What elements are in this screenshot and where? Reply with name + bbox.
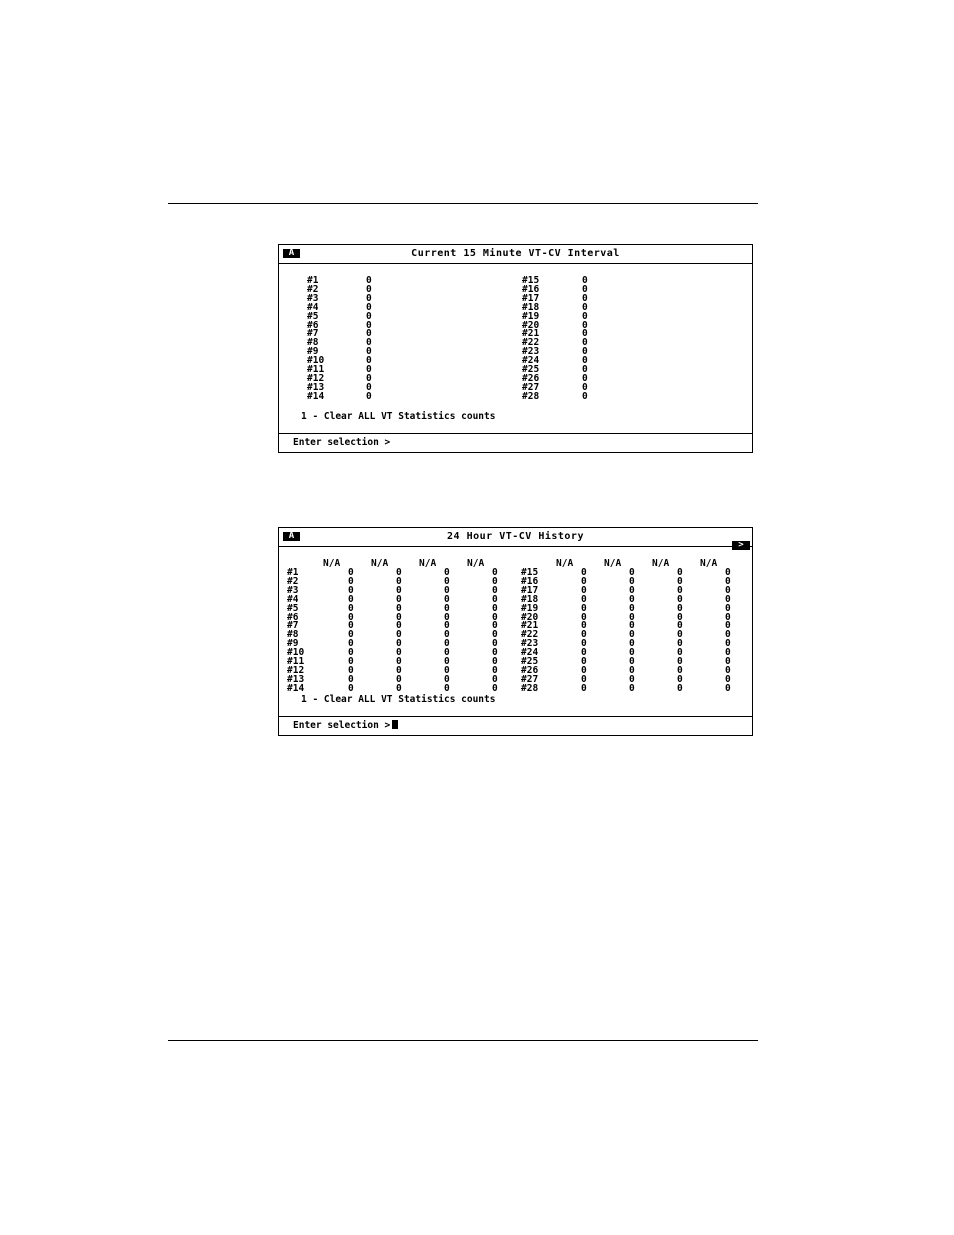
history-count-value: 0: [677, 629, 683, 641]
history-count-value: 0: [444, 593, 450, 605]
history-count-value: 0: [629, 647, 635, 659]
terminal-screen-15-minute-interval: [278, 244, 753, 453]
channel-label: #26: [521, 664, 539, 676]
channel-label: #27: [522, 381, 540, 393]
history-count-value: 0: [348, 611, 354, 623]
channel-label: #8: [307, 337, 319, 349]
channel-label: #21: [522, 328, 540, 340]
history-count-value: 0: [629, 638, 635, 650]
count-value: 0: [582, 319, 588, 331]
history-count-value: 0: [677, 584, 683, 596]
channel-label: #6: [307, 319, 319, 331]
channel-label: #24: [522, 355, 540, 367]
history-count-value: 0: [677, 620, 683, 632]
prompt-bar: [279, 716, 752, 735]
history-count-value: 0: [492, 611, 498, 623]
channel-label: #25: [522, 364, 540, 375]
channel-label: #2: [287, 575, 299, 587]
column-header: N/A: [604, 558, 622, 569]
channel-label: #9: [287, 638, 299, 650]
history-count-value: 0: [725, 611, 731, 623]
history-count-value: 0: [492, 629, 498, 641]
count-value: 0: [582, 346, 588, 358]
history-count-value: 0: [629, 593, 635, 605]
channel-label: #19: [521, 602, 539, 614]
history-count-value: 0: [725, 638, 731, 650]
channel-label: #19: [522, 310, 540, 322]
column-header: N/A: [371, 558, 389, 569]
selection-prompt[interactable]: Enter selection >: [293, 437, 391, 448]
channel-label: #25: [521, 656, 539, 667]
history-count-value: 0: [629, 673, 635, 685]
channel-label: #13: [287, 673, 305, 685]
channel-label: #23: [522, 346, 540, 358]
history-count-value: 0: [396, 682, 402, 694]
terminal-screen-24-hour-history: [278, 527, 753, 736]
history-count-value: 0: [348, 682, 354, 694]
history-count-value: 0: [444, 611, 450, 623]
history-count-value: 0: [629, 682, 635, 694]
scroll-right-indicator[interactable]: >: [732, 541, 750, 550]
history-count-value: 0: [581, 602, 587, 614]
history-count-value: 0: [444, 602, 450, 614]
count-value: 0: [582, 283, 588, 295]
history-count-value: 0: [677, 611, 683, 623]
count-value: 0: [366, 283, 372, 295]
count-value: 0: [582, 328, 588, 340]
history-count-value: 0: [348, 656, 354, 667]
history-count-value: 0: [492, 656, 498, 667]
history-count-value: 0: [725, 575, 731, 587]
count-value: 0: [366, 355, 372, 367]
history-count-value: 0: [629, 575, 635, 587]
history-count-value: 0: [348, 602, 354, 614]
count-value: 0: [366, 275, 372, 286]
history-count-value: 0: [444, 638, 450, 650]
history-count-value: 0: [492, 584, 498, 596]
history-count-value: 0: [581, 647, 587, 659]
page-bottom-rule: [168, 1040, 758, 1041]
history-count-value: 0: [396, 602, 402, 614]
page-top-rule: [168, 203, 758, 204]
history-count-value: 0: [444, 567, 450, 578]
channel-label: #4: [307, 301, 319, 313]
history-count-value: 0: [629, 656, 635, 667]
channel-label: #5: [287, 602, 299, 614]
channel-label: #4: [287, 593, 299, 605]
history-count-value: 0: [396, 611, 402, 623]
count-value: 0: [582, 275, 588, 286]
column-header: N/A: [556, 558, 574, 569]
history-count-value: 0: [444, 575, 450, 587]
channel-label: #17: [521, 584, 539, 596]
history-count-value: 0: [725, 584, 731, 596]
text-cursor: [392, 720, 398, 729]
column-header: N/A: [467, 558, 485, 569]
history-count-value: 0: [677, 575, 683, 587]
history-count-value: 0: [629, 584, 635, 596]
history-count-value: 0: [348, 638, 354, 650]
channel-label: #16: [521, 575, 539, 587]
history-count-value: 0: [725, 567, 731, 578]
history-count-value: 0: [581, 629, 587, 641]
channel-label: #21: [521, 620, 539, 632]
history-count-value: 0: [348, 629, 354, 641]
history-count-value: 0: [581, 593, 587, 605]
history-count-value: 0: [396, 620, 402, 632]
count-value: 0: [582, 292, 588, 304]
history-count-value: 0: [629, 611, 635, 623]
count-value: 0: [582, 310, 588, 322]
history-count-value: 0: [677, 664, 683, 676]
channel-label: #9: [307, 346, 319, 358]
channel-label: #26: [522, 372, 540, 384]
channel-label: #14: [307, 390, 325, 402]
history-count-value: 0: [492, 593, 498, 605]
screen-title: 24 Hour VT-CV History: [447, 531, 584, 542]
history-count-value: 0: [725, 656, 731, 667]
channel-label: #15: [521, 567, 539, 578]
channel-label: #12: [307, 372, 325, 384]
history-count-value: 0: [444, 673, 450, 685]
channel-label: #2: [307, 283, 319, 295]
history-count-value: 0: [677, 647, 683, 659]
history-count-value: 0: [492, 647, 498, 659]
history-count-value: 0: [492, 575, 498, 587]
history-count-value: 0: [581, 620, 587, 632]
channel-label: #18: [522, 301, 540, 313]
history-count-value: 0: [725, 647, 731, 659]
history-count-value: 0: [677, 673, 683, 685]
channel-label: #23: [521, 638, 539, 650]
count-value: 0: [582, 381, 588, 393]
history-count-value: 0: [396, 664, 402, 676]
channel-label: #11: [307, 364, 325, 375]
history-count-value: 0: [444, 682, 450, 694]
count-value: 0: [366, 337, 372, 349]
count-value: 0: [582, 301, 588, 313]
column-header: N/A: [652, 558, 670, 569]
channel-label: #11: [287, 656, 305, 667]
history-count-value: 0: [677, 602, 683, 614]
history-count-value: 0: [348, 593, 354, 605]
selection-prompt[interactable]: [293, 720, 398, 731]
history-count-value: 0: [396, 673, 402, 685]
history-count-value: 0: [492, 620, 498, 632]
channel-label: #1: [287, 567, 299, 578]
history-count-value: 0: [725, 602, 731, 614]
history-count-value: 0: [725, 620, 731, 632]
screen-tag: A: [283, 249, 300, 258]
channel-label: #27: [521, 673, 539, 685]
count-value: 0: [366, 319, 372, 331]
screen-header: [279, 528, 752, 547]
count-value: 0: [366, 390, 372, 402]
history-count-value: 0: [581, 638, 587, 650]
count-value: 0: [582, 337, 588, 349]
channel-label: #15: [522, 275, 540, 286]
channel-label: #20: [521, 611, 539, 623]
history-count-value: 0: [677, 593, 683, 605]
history-count-value: 0: [492, 682, 498, 694]
count-value: 0: [582, 364, 588, 375]
screen-tag: A: [283, 532, 300, 541]
column-header: N/A: [700, 558, 718, 569]
count-value: 0: [582, 390, 588, 402]
history-count-value: 0: [444, 629, 450, 641]
history-count-value: 0: [725, 664, 731, 676]
history-count-value: 0: [444, 620, 450, 632]
channel-label: #17: [522, 292, 540, 304]
channel-label: #28: [521, 682, 539, 694]
column-header: N/A: [419, 558, 437, 569]
channel-label: #7: [287, 620, 299, 632]
channel-label: #28: [522, 390, 540, 402]
history-count-value: 0: [581, 682, 587, 694]
channel-label: #20: [522, 319, 540, 331]
history-count-value: 0: [348, 673, 354, 685]
count-value: 0: [582, 355, 588, 367]
history-count-value: 0: [396, 647, 402, 659]
count-value: 0: [582, 372, 588, 384]
column-header: N/A: [323, 558, 341, 569]
screen-title: Current 15 Minute VT-CV Interval: [411, 248, 620, 259]
history-count-value: 0: [677, 656, 683, 667]
channel-label: #13: [307, 381, 325, 393]
history-count-value: 0: [629, 629, 635, 641]
history-count-value: 0: [348, 620, 354, 632]
count-value: 0: [366, 346, 372, 358]
history-count-value: 0: [677, 638, 683, 650]
history-count-value: 0: [348, 647, 354, 659]
history-count-value: 0: [492, 664, 498, 676]
history-count-value: 0: [444, 584, 450, 596]
count-value: 0: [366, 381, 372, 393]
count-value: 0: [366, 292, 372, 304]
count-value: 0: [366, 301, 372, 313]
history-count-value: 0: [348, 664, 354, 676]
history-count-value: 0: [396, 575, 402, 587]
channel-label: #1: [307, 275, 319, 286]
history-count-value: 0: [725, 682, 731, 694]
channel-label: #22: [521, 629, 539, 641]
channel-label: #6: [287, 611, 299, 623]
history-count-value: 0: [725, 673, 731, 685]
history-count-value: 0: [677, 567, 683, 578]
count-value: 0: [366, 310, 372, 322]
channel-label: #3: [287, 584, 299, 596]
channel-label: #12: [287, 664, 305, 676]
history-count-value: 0: [581, 611, 587, 623]
history-count-value: 0: [581, 584, 587, 596]
history-count-value: 0: [492, 602, 498, 614]
history-count-value: 0: [629, 567, 635, 578]
channel-label: #14: [287, 682, 305, 694]
history-count-value: 0: [629, 620, 635, 632]
count-value: 0: [366, 372, 372, 384]
history-count-value: 0: [629, 602, 635, 614]
history-count-value: 0: [396, 567, 402, 578]
count-value: 0: [366, 364, 372, 375]
history-count-value: 0: [396, 593, 402, 605]
history-count-value: 0: [492, 673, 498, 685]
screen-header: [279, 245, 752, 264]
history-count-value: 0: [348, 584, 354, 596]
channel-label: #7: [307, 328, 319, 340]
history-count-value: 0: [492, 638, 498, 650]
channel-label: #8: [287, 629, 299, 641]
history-count-value: 0: [581, 656, 587, 667]
history-count-value: 0: [348, 575, 354, 587]
history-count-value: 0: [725, 593, 731, 605]
history-count-value: 0: [444, 664, 450, 676]
channel-label: #22: [522, 337, 540, 349]
history-count-value: 0: [581, 575, 587, 587]
history-count-value: 0: [581, 664, 587, 676]
selection-prompt-text: Enter selection >: [293, 720, 391, 731]
channel-label: #18: [521, 593, 539, 605]
history-count-value: 0: [396, 584, 402, 596]
history-count-value: 0: [581, 567, 587, 578]
channel-label: #3: [307, 292, 319, 304]
history-count-value: 0: [677, 682, 683, 694]
history-count-value: 0: [396, 629, 402, 641]
channel-label: #24: [521, 647, 539, 659]
history-count-value: 0: [396, 638, 402, 650]
channel-label: #5: [307, 310, 319, 322]
count-value: 0: [366, 328, 372, 340]
channel-label: #10: [307, 355, 325, 367]
history-count-value: 0: [444, 656, 450, 667]
history-count-value: 0: [725, 629, 731, 641]
history-count-value: 0: [348, 567, 354, 578]
history-count-value: 0: [581, 673, 587, 685]
prompt-bar: [279, 433, 752, 452]
channel-label: #16: [522, 283, 540, 295]
history-count-value: 0: [629, 664, 635, 676]
history-count-value: 0: [492, 567, 498, 578]
history-count-value: 0: [444, 647, 450, 659]
clear-counts-option[interactable]: 1 - Clear ALL VT Statistics counts: [301, 411, 496, 422]
history-count-value: 0: [396, 656, 402, 667]
channel-label: #10: [287, 647, 305, 659]
clear-counts-option[interactable]: 1 - Clear ALL VT Statistics counts: [301, 694, 496, 705]
